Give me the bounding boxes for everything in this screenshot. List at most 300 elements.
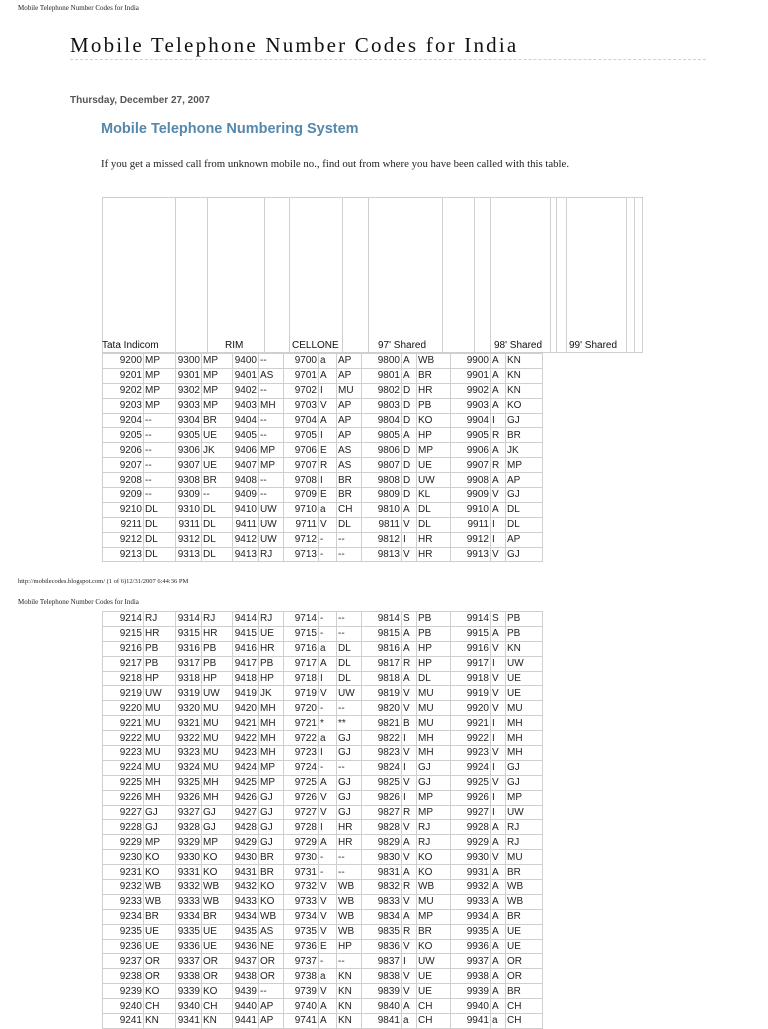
table-row — [103, 880, 543, 895]
region-cell: BR — [202, 473, 233, 488]
region-cell: -- — [337, 760, 362, 775]
region-cell: MP — [506, 790, 543, 805]
region-cell: RJ — [259, 612, 284, 627]
table-row — [103, 999, 543, 1014]
region-cell: I — [319, 820, 337, 835]
region-cell: MP — [417, 909, 451, 924]
region-cell: MH — [144, 775, 176, 790]
code-cell: 9924 — [451, 760, 491, 775]
region-cell: DL — [417, 517, 451, 532]
code-cell: 9834 — [362, 909, 402, 924]
code-cell: 9405 — [233, 428, 259, 443]
post-title[interactable]: Mobile Telephone Numbering System — [101, 121, 359, 137]
region-cell: -- — [144, 428, 176, 443]
code-cell: 9837 — [362, 954, 402, 969]
region-cell: -- — [337, 701, 362, 716]
code-cell: 9441 — [233, 1014, 259, 1029]
region-cell: MU — [202, 746, 233, 761]
code-cell: 9305 — [176, 428, 202, 443]
region-cell: CH — [506, 999, 543, 1014]
code-cell: 9241 — [103, 1014, 144, 1029]
region-cell: UE — [259, 626, 284, 641]
code-cell: 9240 — [103, 999, 144, 1014]
code-cell: 9926 — [451, 790, 491, 805]
region-cell: -- — [202, 488, 233, 503]
code-cell: 9724 — [284, 760, 319, 775]
region-cell: MU — [144, 716, 176, 731]
region-cell: a — [402, 1014, 417, 1029]
region-cell: MP — [417, 443, 451, 458]
region-cell: D — [402, 473, 417, 488]
code-cell: 9417 — [233, 656, 259, 671]
code-cell: 9406 — [233, 443, 259, 458]
region-cell: MP — [144, 383, 176, 398]
code-cell: 9431 — [233, 865, 259, 880]
table-row — [103, 805, 543, 820]
region-cell: -- — [259, 428, 284, 443]
region-cell: CH — [417, 1014, 451, 1029]
region-cell: MU — [202, 701, 233, 716]
region-cell: - — [319, 532, 337, 547]
code-cell: 9231 — [103, 865, 144, 880]
region-cell: R — [402, 805, 417, 820]
code-cell: 9315 — [176, 626, 202, 641]
code-cell: 9839 — [362, 984, 402, 999]
code-cell: 9913 — [451, 547, 491, 562]
code-cell: 9719 — [284, 686, 319, 701]
region-cell: CH — [417, 999, 451, 1014]
code-cell: 9217 — [103, 656, 144, 671]
region-cell: -- — [144, 443, 176, 458]
region-cell: V — [491, 488, 506, 503]
code-cell: 9335 — [176, 924, 202, 939]
code-cell: 9216 — [103, 641, 144, 656]
region-cell: ** — [337, 716, 362, 731]
code-cell: 9334 — [176, 909, 202, 924]
code-cell: 9705 — [284, 428, 319, 443]
region-cell: WB — [337, 894, 362, 909]
region-cell: V — [491, 850, 506, 865]
region-cell: V — [319, 805, 337, 820]
code-cell: 9937 — [451, 954, 491, 969]
region-cell: GJ — [337, 790, 362, 805]
region-cell: BR — [506, 428, 543, 443]
code-cell: 9308 — [176, 473, 202, 488]
region-cell: a — [319, 641, 337, 656]
table-row — [103, 701, 543, 716]
code-cell: 9320 — [176, 701, 202, 716]
code-cell: 9430 — [233, 850, 259, 865]
region-cell: - — [319, 547, 337, 562]
code-cell: 9731 — [284, 865, 319, 880]
region-cell: A — [491, 954, 506, 969]
region-cell: MU — [337, 383, 362, 398]
region-cell: PB — [144, 656, 176, 671]
table-row — [103, 428, 543, 443]
region-cell: MP — [259, 458, 284, 473]
region-cell: A — [402, 909, 417, 924]
region-cell: V — [491, 701, 506, 716]
code-cell: 9206 — [103, 443, 144, 458]
region-cell: -- — [259, 984, 284, 999]
region-cell: UE — [202, 458, 233, 473]
code-cell: 9904 — [451, 413, 491, 428]
table-row — [103, 865, 543, 880]
header-99-shared: 99' Shared — [569, 340, 618, 351]
region-cell: KO — [417, 939, 451, 954]
region-cell: MU — [417, 701, 451, 716]
region-cell: -- — [259, 473, 284, 488]
code-cell: 9204 — [103, 413, 144, 428]
region-cell: WB — [337, 909, 362, 924]
table-row — [103, 1014, 543, 1029]
table-row — [103, 969, 543, 984]
code-cell: 9340 — [176, 999, 202, 1014]
code-cell: 9419 — [233, 686, 259, 701]
region-cell: V — [319, 924, 337, 939]
code-cell: 9906 — [451, 443, 491, 458]
code-cell: 9317 — [176, 656, 202, 671]
region-cell: GJ — [337, 805, 362, 820]
region-cell: MP — [259, 443, 284, 458]
region-cell: D — [402, 413, 417, 428]
code-cell: 9702 — [284, 383, 319, 398]
region-cell: UW — [259, 502, 284, 517]
region-cell: UW — [417, 473, 451, 488]
code-cell: 9341 — [176, 1014, 202, 1029]
code-cell: 9209 — [103, 488, 144, 503]
code-cell: 9928 — [451, 820, 491, 835]
region-cell: MP — [144, 354, 176, 369]
region-cell: WB — [337, 924, 362, 939]
region-cell: UE — [144, 939, 176, 954]
header-cell — [556, 197, 566, 353]
region-cell: UE — [202, 939, 233, 954]
region-cell: V — [491, 671, 506, 686]
table-row — [103, 443, 543, 458]
code-cell: 9911 — [451, 517, 491, 532]
region-cell: KN — [506, 641, 543, 656]
code-cell: 9321 — [176, 716, 202, 731]
code-cell: 9910 — [451, 502, 491, 517]
code-cell: 9836 — [362, 939, 402, 954]
region-cell: A — [491, 984, 506, 999]
region-cell: V — [491, 746, 506, 761]
region-cell: DL — [202, 532, 233, 547]
blog-title[interactable]: Mobile Telephone Number Codes for India — [70, 33, 519, 57]
code-cell: 9734 — [284, 909, 319, 924]
code-cell: 9722 — [284, 731, 319, 746]
region-cell: V — [319, 686, 337, 701]
region-cell: GJ — [337, 731, 362, 746]
table-row — [103, 413, 543, 428]
region-cell: -- — [259, 383, 284, 398]
region-cell: V — [402, 969, 417, 984]
header-cell — [474, 197, 490, 353]
region-cell: AP — [337, 413, 362, 428]
code-cell: 9828 — [362, 820, 402, 835]
code-cell: 9300 — [176, 354, 202, 369]
region-cell: a — [319, 354, 337, 369]
region-cell: A — [402, 354, 417, 369]
code-cell: 9404 — [233, 413, 259, 428]
region-cell: MP — [144, 398, 176, 413]
region-cell: - — [319, 865, 337, 880]
region-cell: UE — [506, 939, 543, 954]
region-cell: GJ — [259, 820, 284, 835]
code-cell: 9233 — [103, 894, 144, 909]
region-cell: OR — [506, 969, 543, 984]
region-cell: DL — [144, 532, 176, 547]
region-cell: - — [319, 612, 337, 627]
code-cell: 9425 — [233, 775, 259, 790]
code-cell: 9212 — [103, 532, 144, 547]
region-cell: I — [491, 532, 506, 547]
code-cell: 9331 — [176, 865, 202, 880]
region-cell: RJ — [417, 820, 451, 835]
region-cell: AP — [337, 354, 362, 369]
region-cell: HR — [417, 383, 451, 398]
code-cell: 9303 — [176, 398, 202, 413]
table-row — [103, 517, 543, 532]
region-cell: MU — [417, 894, 451, 909]
region-cell: HR — [337, 820, 362, 835]
region-cell: GJ — [202, 820, 233, 835]
code-cell: 9840 — [362, 999, 402, 1014]
region-cell: A — [402, 641, 417, 656]
region-cell: HP — [417, 656, 451, 671]
region-cell: CH — [144, 999, 176, 1014]
region-cell: A — [491, 924, 506, 939]
code-cell: 9322 — [176, 731, 202, 746]
code-cell: 9816 — [362, 641, 402, 656]
code-cell: 9223 — [103, 746, 144, 761]
code-cell: 9234 — [103, 909, 144, 924]
code-cell: 9908 — [451, 473, 491, 488]
region-cell: GJ — [506, 413, 543, 428]
region-cell: MH — [144, 790, 176, 805]
region-cell: B — [402, 716, 417, 731]
post-date: Thursday, December 27, 2007 — [70, 95, 210, 106]
region-cell: D — [402, 443, 417, 458]
code-cell: 9938 — [451, 969, 491, 984]
code-cell: 9721 — [284, 716, 319, 731]
region-cell: -- — [144, 413, 176, 428]
code-cell: 9200 — [103, 354, 144, 369]
code-cell: 9817 — [362, 656, 402, 671]
region-cell: KN — [337, 969, 362, 984]
region-cell: KO — [202, 984, 233, 999]
code-cell: 9930 — [451, 850, 491, 865]
region-cell: DL — [417, 671, 451, 686]
code-cell: 9701 — [284, 368, 319, 383]
code-cell: 9716 — [284, 641, 319, 656]
region-cell: I — [491, 413, 506, 428]
table-row — [103, 820, 543, 835]
region-cell: DL — [202, 547, 233, 562]
code-cell: 9812 — [362, 532, 402, 547]
region-cell: WB — [202, 894, 233, 909]
region-cell: MH — [202, 775, 233, 790]
code-cell: 9409 — [233, 488, 259, 503]
code-cell: 9831 — [362, 865, 402, 880]
code-cell: 9301 — [176, 368, 202, 383]
region-cell: DL — [337, 517, 362, 532]
region-cell: DL — [202, 502, 233, 517]
code-cell: 9412 — [233, 532, 259, 547]
region-cell: * — [319, 716, 337, 731]
code-cell: 9207 — [103, 458, 144, 473]
region-cell: V — [491, 547, 506, 562]
code-cell: 9815 — [362, 626, 402, 641]
code-cell: 9922 — [451, 731, 491, 746]
header-cell — [626, 197, 634, 353]
header-cell — [289, 197, 342, 353]
region-cell: PB — [506, 626, 543, 641]
code-cell: 9328 — [176, 820, 202, 835]
code-cell: 9826 — [362, 790, 402, 805]
code-cell: 9413 — [233, 547, 259, 562]
region-cell: A — [402, 368, 417, 383]
region-cell: A — [491, 939, 506, 954]
code-cell: 9202 — [103, 383, 144, 398]
table-row — [103, 775, 543, 790]
code-cell: 9428 — [233, 820, 259, 835]
region-cell: MP — [202, 354, 233, 369]
region-cell: OR — [506, 954, 543, 969]
code-cell: 9901 — [451, 368, 491, 383]
code-cell: 9203 — [103, 398, 144, 413]
region-cell: A — [402, 671, 417, 686]
region-cell: GJ — [506, 760, 543, 775]
region-cell: MP — [144, 835, 176, 850]
code-cell: 9232 — [103, 880, 144, 895]
region-cell: HR — [144, 626, 176, 641]
header-tata-indicom: Tata Indicom — [102, 340, 159, 351]
region-cell: A — [491, 909, 506, 924]
region-cell: GJ — [259, 835, 284, 850]
region-cell: V — [402, 686, 417, 701]
region-cell: AP — [259, 999, 284, 1014]
code-cell: 9730 — [284, 850, 319, 865]
region-cell: MP — [259, 760, 284, 775]
region-cell: V — [491, 686, 506, 701]
code-cell: 9832 — [362, 880, 402, 895]
region-cell: -- — [144, 473, 176, 488]
region-cell: BR — [506, 909, 543, 924]
region-cell: I — [491, 517, 506, 532]
code-cell: 9707 — [284, 458, 319, 473]
region-cell: UW — [506, 656, 543, 671]
code-cell: 9433 — [233, 894, 259, 909]
region-cell: V — [319, 790, 337, 805]
region-cell: HP — [259, 671, 284, 686]
code-cell: 9424 — [233, 760, 259, 775]
region-cell: PB — [417, 626, 451, 641]
code-cell: 9415 — [233, 626, 259, 641]
code-cell: 9800 — [362, 354, 402, 369]
code-cell: 9323 — [176, 746, 202, 761]
region-cell: V — [402, 517, 417, 532]
code-cell: 9929 — [451, 835, 491, 850]
region-cell: UE — [506, 671, 543, 686]
code-cell: 9720 — [284, 701, 319, 716]
code-cell: 9418 — [233, 671, 259, 686]
table-row — [103, 954, 543, 969]
code-cell: 9403 — [233, 398, 259, 413]
region-cell: V — [402, 547, 417, 562]
region-cell: a — [319, 731, 337, 746]
region-cell: CH — [506, 1014, 543, 1029]
code-cell: 9841 — [362, 1014, 402, 1029]
table-row — [103, 612, 543, 627]
region-cell: D — [402, 398, 417, 413]
region-cell: BR — [506, 865, 543, 880]
code-cell: 9208 — [103, 473, 144, 488]
code-cell: 9311 — [176, 517, 202, 532]
code-cell: 9939 — [451, 984, 491, 999]
code-cell: 9211 — [103, 517, 144, 532]
region-cell: GJ — [506, 775, 543, 790]
code-cell: 9741 — [284, 1014, 319, 1029]
region-cell: V — [319, 517, 337, 532]
region-cell: AP — [259, 1014, 284, 1029]
region-cell: GJ — [337, 775, 362, 790]
region-cell: -- — [144, 488, 176, 503]
code-cell: 9811 — [362, 517, 402, 532]
region-cell: KO — [417, 850, 451, 865]
code-cell: 9316 — [176, 641, 202, 656]
region-cell: PB — [202, 656, 233, 671]
region-cell: A — [491, 820, 506, 835]
table-row — [103, 383, 543, 398]
code-cell: 9437 — [233, 954, 259, 969]
table-row — [103, 458, 543, 473]
region-cell: -- — [259, 354, 284, 369]
header-cell — [264, 197, 289, 353]
codes-table-page1 — [102, 353, 543, 562]
region-cell: KO — [144, 984, 176, 999]
region-cell: E — [319, 488, 337, 503]
code-cell: 9407 — [233, 458, 259, 473]
code-cell: 9732 — [284, 880, 319, 895]
region-cell: I — [319, 473, 337, 488]
region-cell: -- — [337, 547, 362, 562]
code-cell: 9825 — [362, 775, 402, 790]
region-cell: WB — [259, 909, 284, 924]
table-row — [103, 671, 543, 686]
region-cell: V — [402, 939, 417, 954]
region-cell: MH — [506, 746, 543, 761]
code-cell: 9239 — [103, 984, 144, 999]
code-cell: 9214 — [103, 612, 144, 627]
region-cell: KN — [506, 383, 543, 398]
code-cell: 9735 — [284, 924, 319, 939]
table-row — [103, 686, 543, 701]
region-cell: WB — [144, 894, 176, 909]
table-row — [103, 398, 543, 413]
code-cell: 9438 — [233, 969, 259, 984]
code-cell: 9934 — [451, 909, 491, 924]
region-cell: MH — [417, 731, 451, 746]
region-cell: MP — [259, 775, 284, 790]
region-cell: HR — [202, 626, 233, 641]
region-cell: KO — [259, 894, 284, 909]
region-cell: BR — [417, 368, 451, 383]
code-cell: 9327 — [176, 805, 202, 820]
region-cell: R — [491, 458, 506, 473]
region-cell: PB — [417, 612, 451, 627]
